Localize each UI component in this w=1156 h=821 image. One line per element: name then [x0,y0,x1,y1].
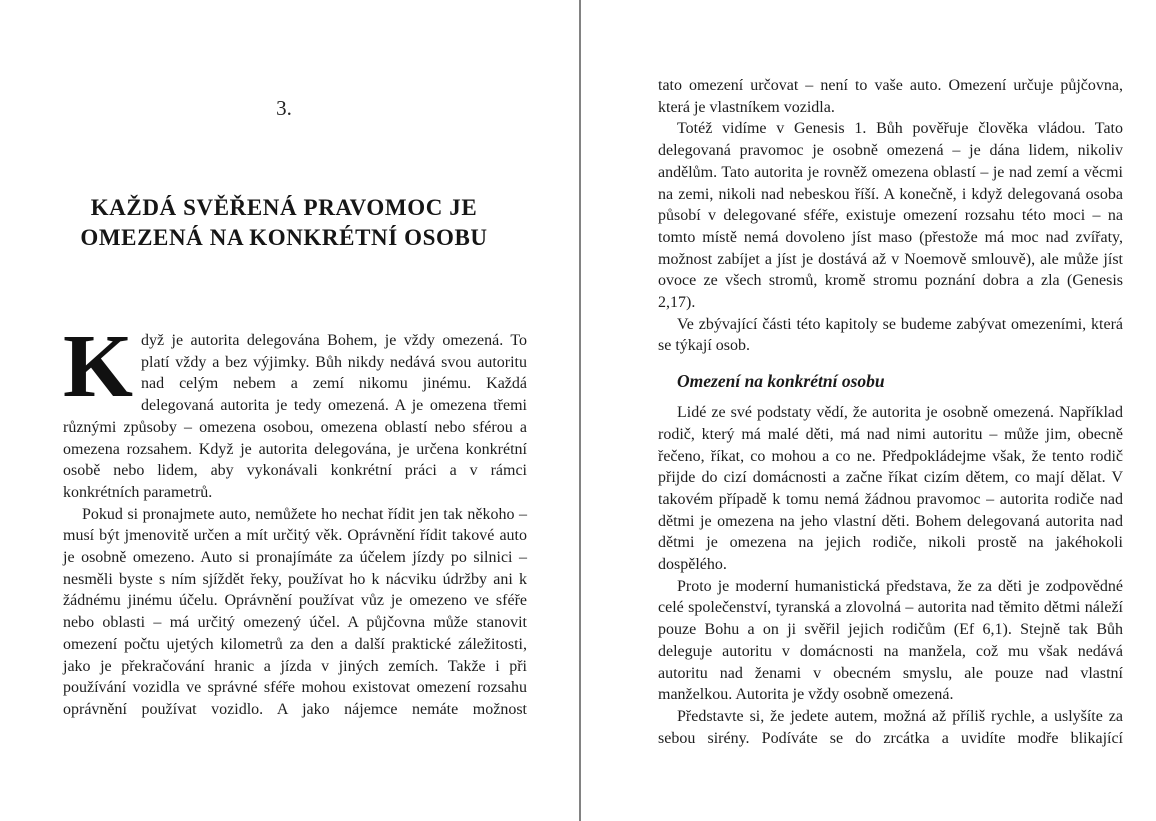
section-subheading: Omezení na konkrétní osobu [677,371,885,392]
drop-cap: K [63,317,134,416]
paragraph: Představte si, že jedete autem, možná až příliš rychle, a uslyšíte za sebou sirény. Podíváte se do zrcátka a uvidíte modře blikající [658,707,1123,747]
page-right [658,0,1123,821]
paragraph: Proto je moderní humanistická představa, že za děti je zodpovědné celé společenství, tyranská a zlovolná – autorita nad těmito dětmi náleží pouze Bohu a on ji svěřil jejich rodičům (Ef 6,1). Stejně tak Bůh deleguje autoritu v domácnosti na manžela, což mu však nedává autoritu nad ženami v obecném smyslu, ale pouze nad vlastní manželkou. Autorita je vždy osobně omezená. [658,577,1123,704]
paragraph: Totéž vidíme v Genesis 1. Bůh pověřuje člověka vládou. Tato delegovaná pravomoc je osobně omezená – je dána lidem, nikoliv andělům. Tato autorita je rovněž omezena oblastí – je nad zemí a věcmi na zemi, nikoli nad nebeskou říší. A konečně, i když delegovaná osoba působí v delegované sféře, existuje omezení rozsahu této moci – na tomto místě nemá dovoleno jíst maso (přestože má moc nad zvířaty, možnost zabíjet a jíst je dostává až v Noemově smlouvě), ale může jíst ovoce ze všech stromů, kromě stromu poznání dobra a zla (Genesis 2,17). [658,120,1123,312]
paragraph: tato omezení určovat – není to vaše auto. Omezení určuje půjčovna, která je vlastníkem vozidla. [658,77,1123,116]
paragraph-text: dyž je autorita delegována Bohem, je vždy omezená. To platí vždy a bez výjimky. Bůh nikdy nedává svou autoritu nad celým nebem a zemí nikomu jinému. Každá delegovaná autorita je tedy omezená. A je omezena třemi různými způsoby – omezena osobou, omezena oblastí nebo sférou a omezena rozsahem. Když je autorita delegována, je určena konkrétní osobě nebo lidem, aby vykonávali konkrétní práci a v rámci konkrétních parametrů. [63,332,527,501]
chapter-title-line2: OMEZENÁ NA KONKRÉTNÍ OSOBU [80,225,488,250]
right-body-text [658,75,1123,749]
chapter-title-line1: KAŽDÁ SVĚŘENÁ PRAVOMOC JE [90,195,478,220]
chapter-number: 3. [276,96,292,120]
page-gutter-divider [579,0,581,821]
paragraph: Ve zbývající části této kapitoly se budeme zabývat omezeními, která se týkají osob. [658,315,1123,355]
paragraph: Pokud si pronajmete auto, nemůžete ho nechat řídit jen tak někoho – musí být jmenovitě určen a mít určitý věk. Oprávnění řídit takové auto je osobně omezeno. Auto si pronajímáte za účelem jízdy po silnici – nesměli byste s ním sjíždět řeky, používat ho k nácviku údržby ani k žádnému jinému účelu. Oprávnění používat vůz je omezeno ve sféře nebo oblasti – má určitý omezený účel. A půjčovna může stanovit omezení počtu ujetých kilometrů za den a další praktické záležitosti, jako je překračování hranic a jízda v jiných zemích. Takže i při používání vozidla ve správné sféře mohou existovat omezení rozsahu oprávnění používat vozidlo. A jako nájemce nemáte možnost [63,505,527,718]
chapter-title [63,193,505,253]
paragraph [63,317,527,504]
page-left [63,0,527,821]
paragraph: Lidé ze své podstaty vědí, že autorita je osobně omezená. Například rodič, který má malé děti, má nad nimi autoritu – může jim, obecně řečeno, říkat, co mohou a co ne. Předpokládejme však, že tento rodič přijde do cizí domácnosti a začne říkat cizím dětem, co mají dělat. V takovém případě k tomu nemá žádnou pravomoc – autorita rodiče nad dětmi je omezena na jeho vlastní děti. Bohem delegovaná autorita nad dětmi je omezena na jejich rodiče, nikoli prostě na jakéhokoli dospělého. [658,404,1123,574]
left-body-text [63,317,527,721]
